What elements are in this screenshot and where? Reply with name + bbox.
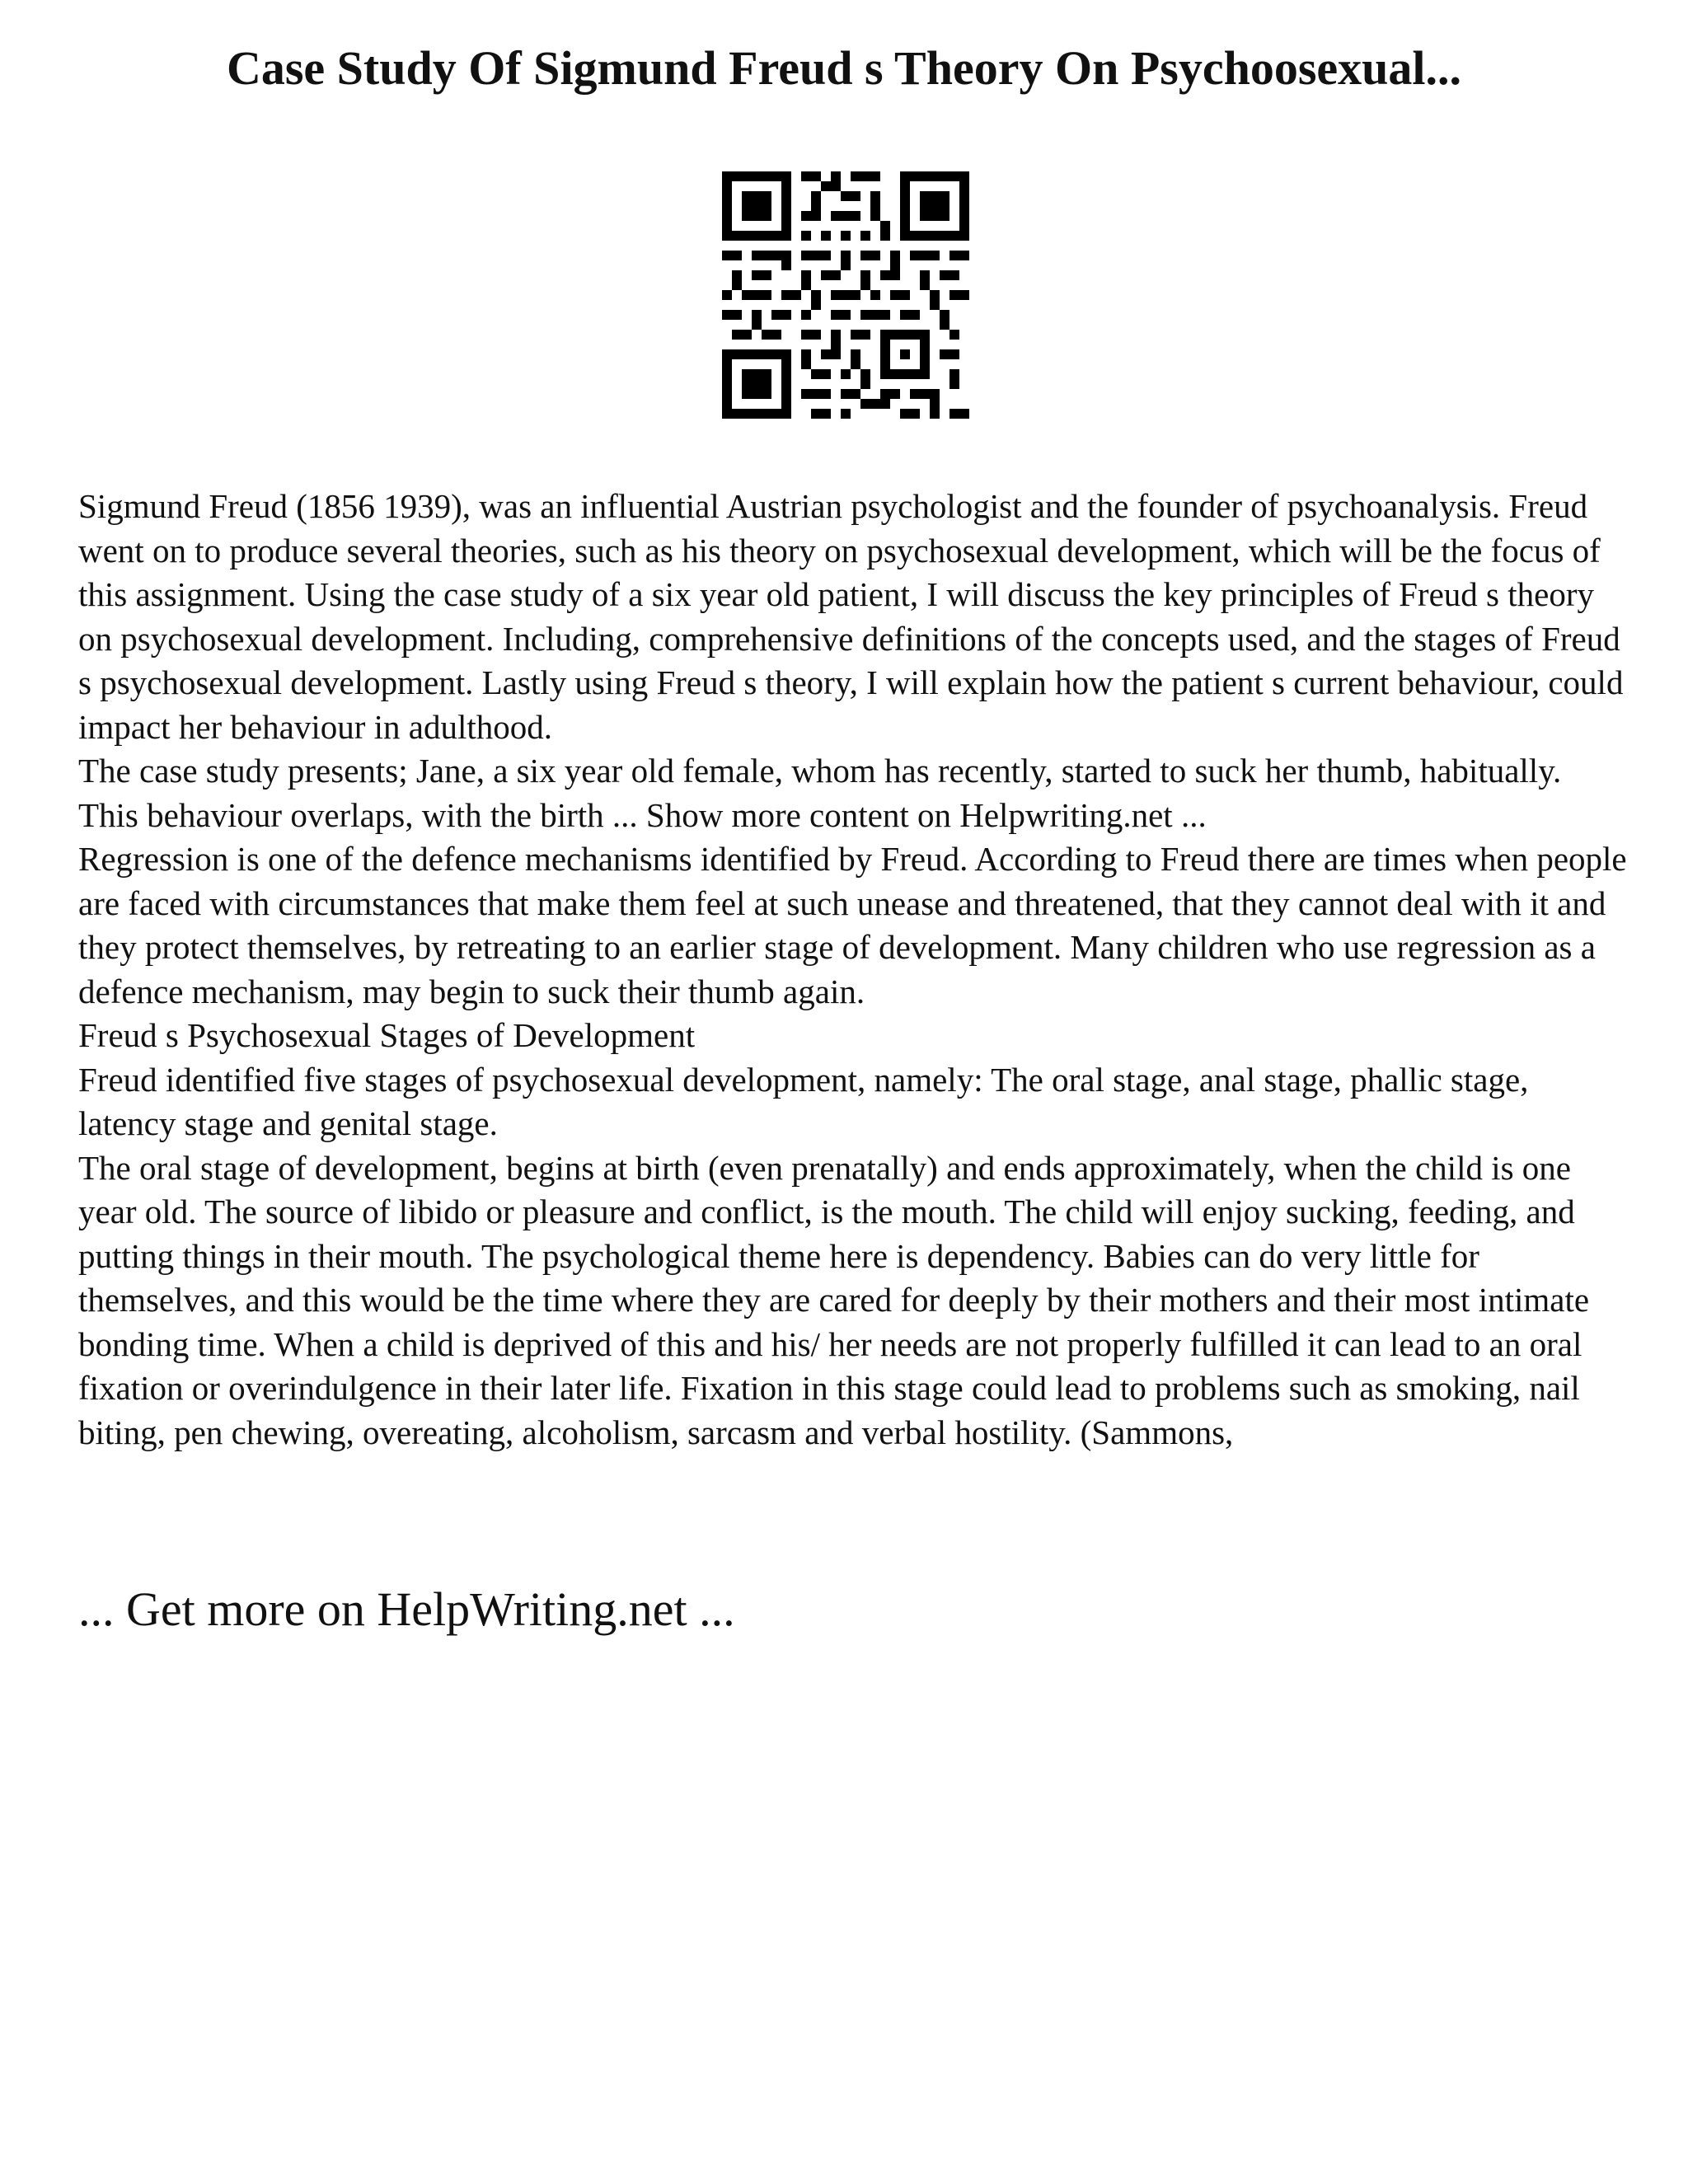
paragraph: Regression is one of the defence mechanisms identified by Freud. According to Freud there are times when people are faced with circumstances that make them feel at such unease and threatened, that they cannot deal with it and they protect themselves, by retreating to an earlier stage of development. Many children who use regression as a defence mechanism, may begin to suck their thumb again. [78, 840, 1627, 1010]
section-heading: Freud s Psychosexual Stages of Development [78, 1016, 696, 1054]
qr-code-icon [722, 171, 969, 419]
paragraph: Sigmund Freud (1856 1939), was an influential Austrian psychologist and the founder of psychoanalysis. Freud went on to produce several theories, such as his theory on psychosexual development, which will be the focus of this assignment. Using the case study of a six year old patient, I will discuss the key principles of Freud s theory on psychosexual development. Including, comprehensive definitions of the concepts used, and the stages of Freud s psychosexual development. Lastly using Freud s theory, I will explain how the patient s current behaviour, could impact her behaviour in adulthood. [78, 487, 1624, 746]
paragraph: Freud identified five stages of psychosexual development, namely: The oral stage, anal stage, phallic stage, latency stage and genital stage. [78, 1060, 1529, 1142]
paragraph: The oral stage of development, begins at birth (even prenatally) and ends approximately, when the child is one year old. The source of libido or pleasure and conflict, is the mouth. The child will enjoy sucking, feeding, and putting things in their mouth. The psychological theme here is dependency. Babies can do very little for themselves, and this would be the time where they are cared for deeply by their mothers and their most intimate bonding time. When a child is deprived of this and his/ her needs are not properly fulfilled it can lead to an oral fixation or overindulgence in their later life. Fixation in this stage could lead to problems such as smoking, nail biting, pen chewing, overeating, alcoholism, sarcasm and verbal hostility. (Sammons, [78, 1148, 1590, 1451]
page-title: Case Study Of Sigmund Freud s Theory On Psychoosexual... [226, 41, 1462, 95]
paragraph: The case study presents; Jane, a six year old female, whom has recently, started to suck her thumb, habitually. This behaviour overlaps, with the birth ... Show more content on Helpwriting.net ... [78, 752, 1562, 834]
get-more-link[interactable]: ... Get more on HelpWriting.net ... [78, 1582, 735, 1636]
article-body [78, 485, 1628, 1455]
